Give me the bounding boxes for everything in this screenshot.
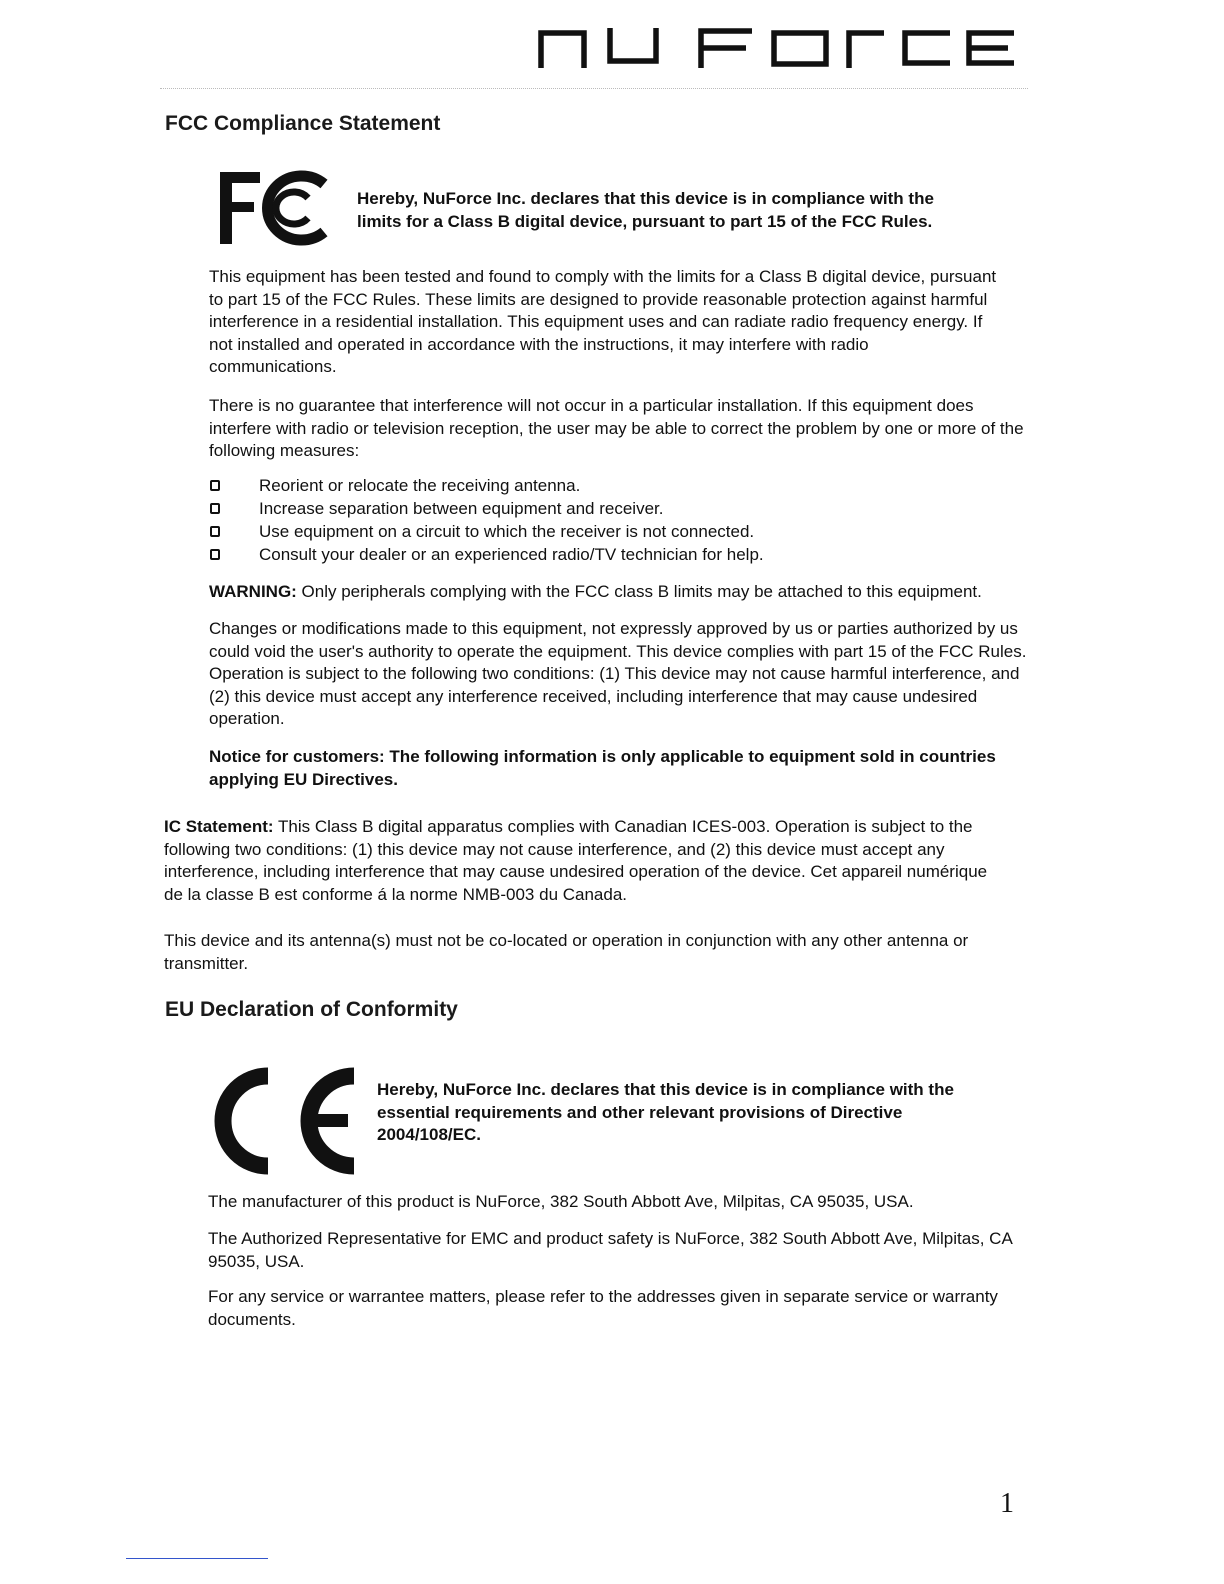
ic-label: IC Statement: <box>164 817 274 836</box>
header-rule <box>160 88 1028 89</box>
service-statement: For any service or warrantee matters, please refer to the addresses given in separate service or warranty documents. <box>208 1287 998 1329</box>
eu-declaration: Hereby, NuForce Inc. declares that this device is in compliance with the essential requirements and other relevant provisions of Directive 2004/108/EC. <box>377 1080 954 1145</box>
ic-statement <box>164 816 1004 906</box>
warning-text: Only peripherals complying with the FCC class B limits may be attached to this equipment. <box>296 582 982 601</box>
fcc-logo <box>220 170 330 246</box>
fcc-paragraph-3: Changes or modifications made to this equipment, not expressly approved by us or parties authorized by us could void the user's authority to operate the equipment. This device complies with part 15 of the FCC Rules. Operation is subject to the following two conditions: (1) This device may not cause harmful interference, and (2) this device must accept any interference received, including interference that may cause undesired operation. <box>209 619 1027 729</box>
checkbox-bullet-icon <box>210 526 220 537</box>
antenna-statement: This device and its antenna(s) must not be co-located or operation in conjunction with any other antenna or transmitter. <box>164 931 969 973</box>
nuforce-logo <box>538 28 1020 68</box>
ic-text: This Class B digital apparatus complies with Canadian ICES-003. Operation is subject to the following two conditions: (1) this device may not cause interference, and (2) this device must accept any interference, including interference that may cause undesired operation of the device. Cet appareil numérique de la classe B est conforme á la norme NMB-003 du Canada. <box>164 817 988 904</box>
measure-text: Reorient or relocate the receiving antenna. <box>259 476 581 495</box>
checkbox-bullet-icon <box>210 503 220 514</box>
measure-text: Increase separation between equipment and receiver. <box>259 499 664 518</box>
list-item <box>210 520 764 543</box>
warning-label: WARNING: <box>209 582 297 601</box>
manufacturer-statement: The manufacturer of this product is NuForce, 382 South Abbott Ave, Milpitas, CA 95035, USA. <box>208 1192 914 1211</box>
measures-list <box>210 474 764 566</box>
footer-line <box>126 1558 268 1559</box>
ce-logo <box>208 1066 360 1176</box>
measure-text: Use equipment on a circuit to which the receiver is not connected. <box>259 522 755 541</box>
warning-paragraph <box>209 581 1039 604</box>
fcc-heading: FCC Compliance Statement <box>165 112 441 135</box>
measure-text: Consult your dealer or an experienced radio/TV technician for help. <box>259 545 764 564</box>
page-number: 1 <box>1000 1488 1014 1519</box>
fcc-paragraph-1: This equipment has been tested and found to comply with the limits for a Class B digital device, pursuant to part 15 of the FCC Rules. These limits are designed to provide reasonable protection against harmful interference in a residential installation. This equipment uses and can radiate radio frequency energy. If not installed and operated in accordance with the instructions, it may interfere with radio communications. <box>209 267 997 377</box>
list-item <box>210 497 764 520</box>
fcc-paragraph-2: There is no guarantee that interference will not occur in a particular installation. If this equipment does interfere with radio or television reception, the user may be able to correct the problem by one or more of the following measures: <box>209 396 1024 461</box>
fcc-declaration: Hereby, NuForce Inc. declares that this device is in compliance with the limits for a Class B digital device, pursuant to part 15 of the FCC Rules. <box>357 189 934 231</box>
representative-statement: The Authorized Representative for EMC and product safety is NuForce, 382 South Abbott Ave, Milpitas, CA 95035, USA. <box>208 1229 1012 1271</box>
checkbox-bullet-icon <box>210 549 220 560</box>
eu-heading: EU Declaration of Conformity <box>165 998 458 1021</box>
list-item <box>210 474 764 497</box>
eu-notice: Notice for customers: The following information is only applicable to equipment sold in countries applying EU Directives. <box>209 747 996 789</box>
checkbox-bullet-icon <box>210 480 220 491</box>
list-item <box>210 543 764 566</box>
